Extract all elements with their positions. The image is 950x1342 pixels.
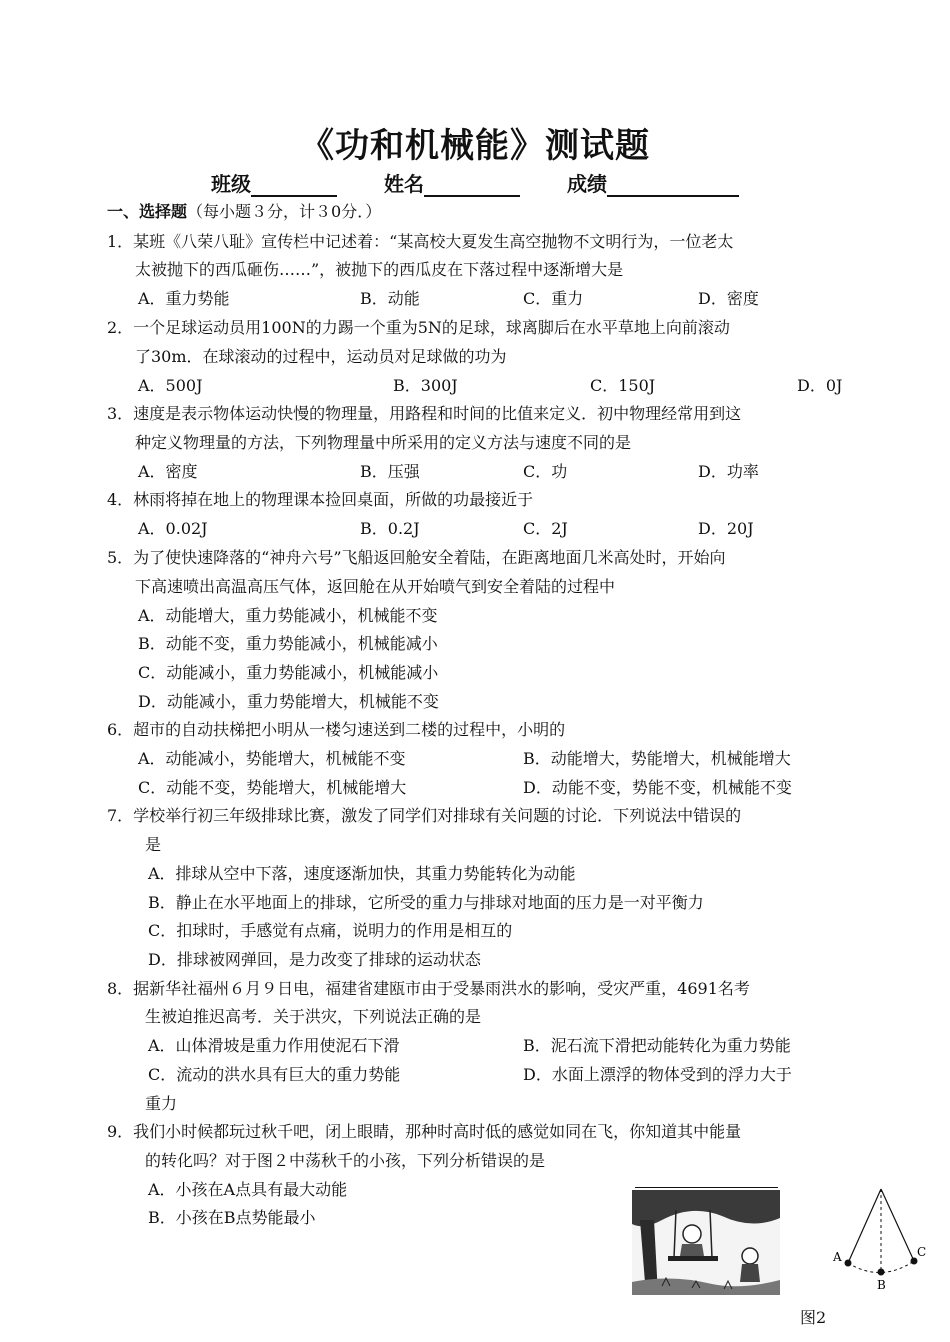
question-8-line-2: 生被迫推迟高考．关于洪灾，下列说法正确的是 [145,1007,482,1026]
point-a-label: A [833,1250,842,1264]
swing-illustration [632,1190,780,1295]
question-9-line-2: 的转化吗？对于图２中荡秋千的小孩，下列分析错误的是 [145,1151,546,1170]
option-5c: C．动能减小，重力势能减小，机械能减小 [138,663,439,682]
page-title: 《功和机械能》测试题 [300,126,650,166]
option-8c: C．流动的洪水具有巨大的重力势能 [148,1065,401,1084]
option-7b: B．静止在水平地面上的排球，它所受的重力与排球对地面的压力是一对平衡力 [148,893,704,912]
option-3a: A．密度 [138,462,198,481]
pendulum-diagram [828,1183,928,1293]
figure-caption: 图2 [800,1308,827,1327]
option-5a: A．动能增大，重力势能减小，机械能不变 [138,606,438,625]
option-4c: C．2J [523,519,568,538]
point-b-label: B [877,1278,886,1292]
question-1-line-1: 1．某班《八荣八耻》宣传栏中记述着：“某高校大夏发生高空抛物不文明行为，一位老太 [107,232,734,251]
question-4-line-1: 4．林雨将掉在地上的物理课本捡回桌面，所做的功最接近于 [107,490,534,509]
question-2-line-1: 2．一个足球运动员用100N的力踢一个重为5N的足球，球离脚后在水平草地上向前滚动 [107,318,730,337]
option-2b: B．300J [393,376,458,395]
class-field: 班级 [211,168,337,197]
option-5b: B．动能不变，重力势能减小，机械能减小 [138,634,438,653]
option-6b: B．动能增大，势能增大，机械能增大 [523,749,791,768]
option-3d: D．功率 [698,462,759,481]
option-2d: D．0J [797,376,843,395]
option-2a: A．500J [138,376,203,395]
option-6c: C．动能不变，势能增大，机械能增大 [138,778,407,797]
option-4a: A．0.02J [138,519,208,538]
option-7a: A．排球从空中下落，速度逐渐加快，其重力势能转化为动能 [148,864,576,883]
question-1-line-2: 太被抛下的西瓜砸伤……”，被抛下的西瓜皮在下落过程中逐渐增大是 [135,260,624,279]
option-8a: A．山体滑坡是重力作用使泥石下滑 [148,1036,400,1055]
question-7-line-2: 是 [145,835,162,854]
question-6-line-1: 6．超市的自动扶梯把小明从一楼匀速送到二楼的过程中，小明的 [107,720,566,739]
option-9a: A．小孩在A点具有最大动能 [148,1180,348,1199]
question-7-line-1: 7．学校举行初三年级排球比赛，激发了同学们对排球有关问题的讨论．下列说法中错误的 [107,806,742,825]
question-2-line-2: 了30m．在球滚动的过程中，运动员对足球做的功为 [135,347,507,366]
question-9-line-1: 9．我们小时候都玩过秋千吧，闭上眼睛，那种时高时低的感觉如同在飞，你知道其中能量 [107,1122,742,1141]
question-3-line-2: 种定义物理量的方法，下列物理量中所采用的定义方法与速度不同的是 [135,433,632,452]
question-8-line-1: 8．据新华社福州６月９日电，福建省建瓯市由于受暴雨洪水的影响，受灾严重，4691名考 [107,979,750,998]
option-4b: B．0.2J [360,519,420,538]
option-1a: A．重力势能 [138,289,230,308]
name-field: 姓名 [384,168,520,197]
section-heading: 一、选择题（每小题３分，计３0分．） [107,202,382,221]
question-3-line-1: 3．速度是表示物体运动快慢的物理量，用路程和时间的比值来定义．初中物理经常用到这 [107,404,742,423]
point-a-marker [845,1260,852,1267]
option-1c: C．重力 [523,289,584,308]
option-1d: D．密度 [698,289,759,308]
option-6d: D．动能不变，势能不变，机械能不变 [523,778,792,797]
option-5d: D．动能减小，重力势能增大，机械能不变 [138,692,439,711]
option-9b: B．小孩在B点势能最小 [148,1208,316,1227]
figure-top-rule [635,1187,778,1188]
option-4d: D．20J [698,519,754,538]
option-8d-continued: 重力 [145,1094,178,1113]
option-7d: D．排球被网弹回，是力改变了排球的运动状态 [148,950,481,969]
point-b-marker [878,1269,885,1276]
option-2c: C．150J [590,376,656,395]
option-3b: B．压强 [360,462,420,481]
score-field: 成绩 [567,168,739,197]
option-8d: D．水面上漂浮的物体受到的浮力大于 [523,1065,792,1084]
student-info-line [0,168,950,197]
question-5-line-2: 下高速喷出高温高压气体，返回舱在从开始喷气到安全着陆的过程中 [135,577,616,596]
question-5-line-1: 5．为了使快速降落的“神舟六号”飞船返回舱安全着陆，在距离地面几米高处时，开始向 [107,548,726,567]
option-8b: B．泥石流下滑把动能转化为重力势能 [523,1036,791,1055]
option-1b: B．动能 [360,289,420,308]
point-c-label: C [917,1245,927,1259]
option-7c: C．扣球时，手感觉有点痛，说明力的作用是相互的 [148,921,513,940]
option-6a: A．动能减小，势能增大，机械能不变 [138,749,406,768]
option-3c: C．功 [523,462,568,481]
